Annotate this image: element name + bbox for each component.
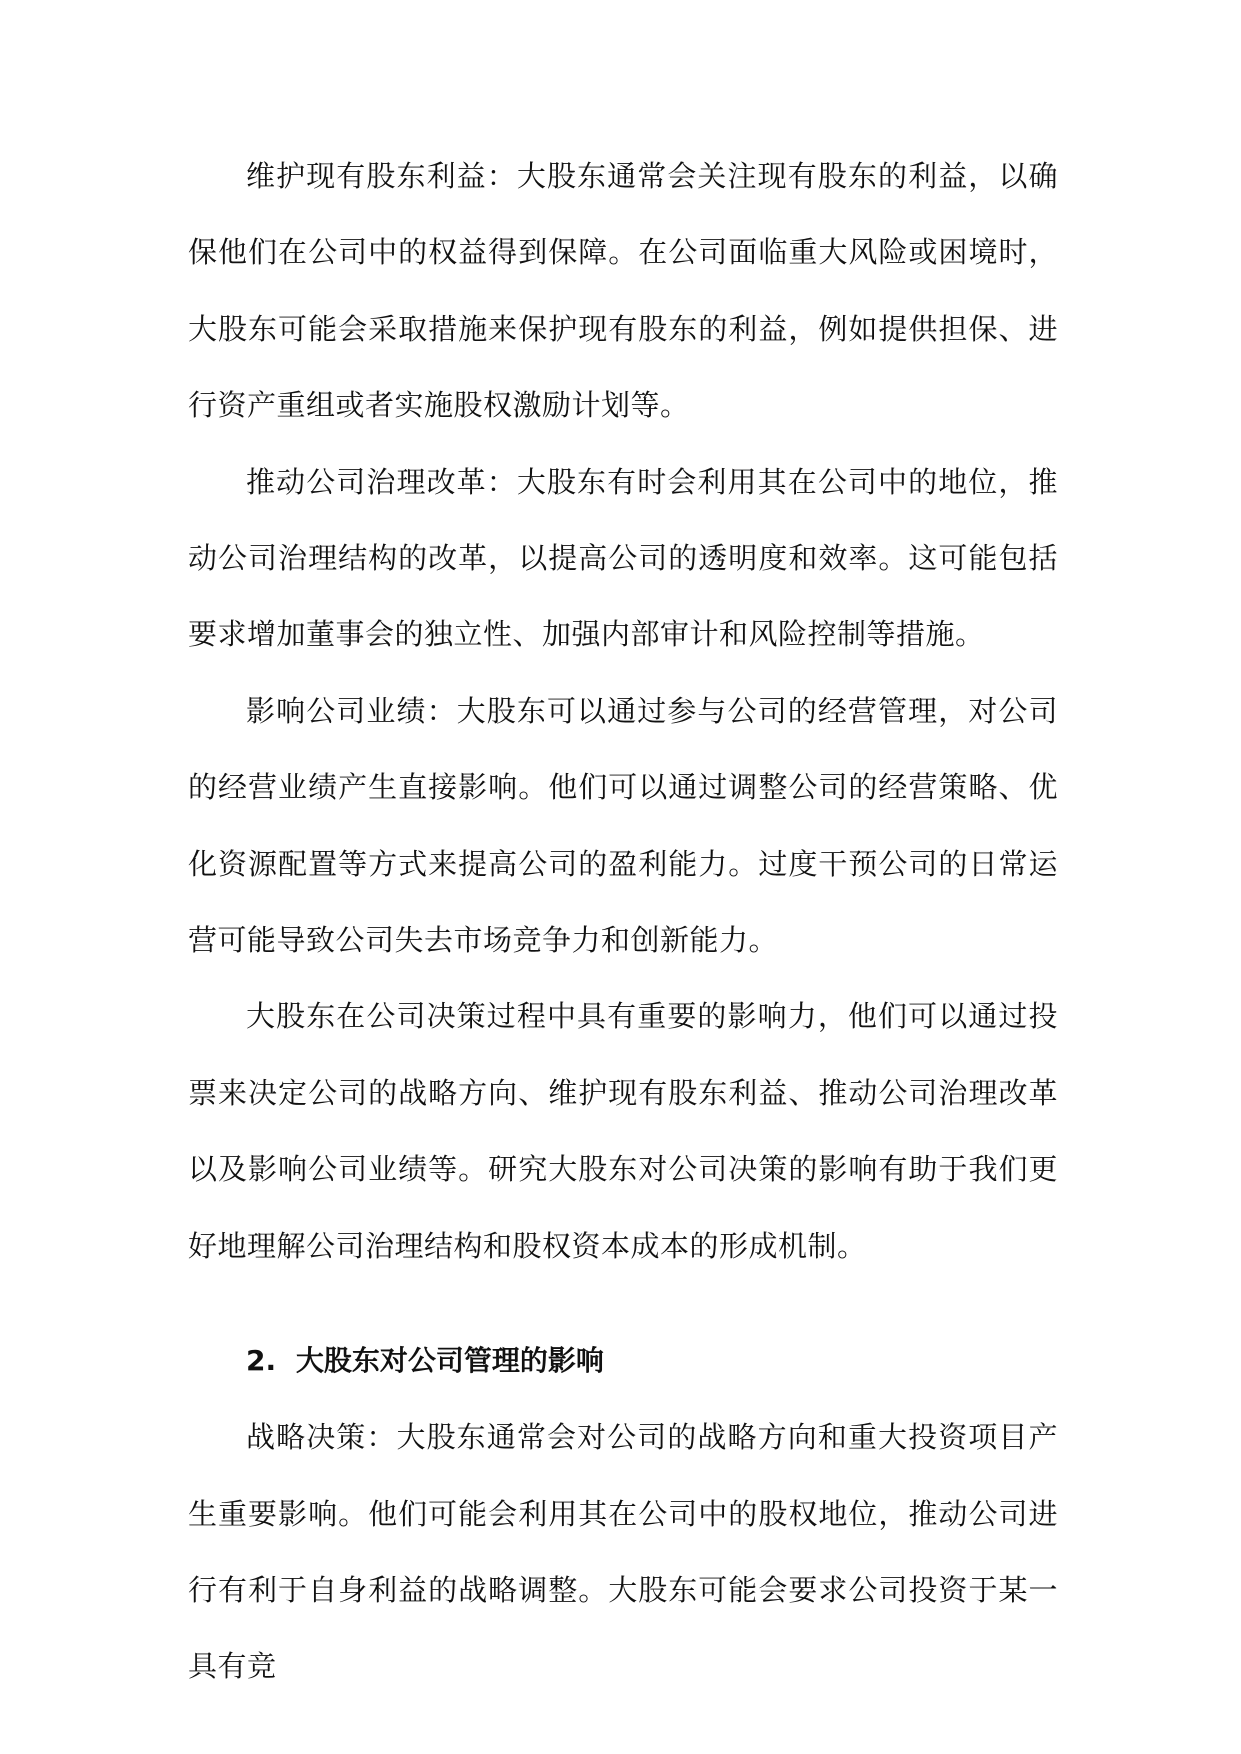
paragraph-protect-shareholders: 维护现有股东利益：大股东通常会关注现有股东的利益，以确保他们在公司中的权益得到保障。在公司面临重大风险或困境时，大股东可能会采取措施来保护现有股东的利益，例如提供担保、进行资产重组或者实施股权激励计划等。: [188, 159, 1058, 423]
paragraph-strategic-decision: 战略决策：大股东通常会对公司的战略方向和重大投资项目产生重要影响。他们可能会利用其在公司中的股权地位，推动公司进行有利于自身利益的战略调整。大股东可能会要求公司投资于某一具有竞: [188, 1420, 1058, 1684]
paragraph-company-performance: 影响公司业绩：大股东可以通过参与公司的经营管理，对公司的经营业绩产生直接影响。他们可以通过调整公司的经营策略、优化资源配置等方式来提高公司的盈利能力。过度干预公司的日常运营可能导致公司失去市场竞争力和创新能力。: [188, 693, 1058, 958]
section-heading: [188, 1323, 1058, 1399]
document-page: [188, 138, 1058, 1705]
paragraph-summary: 大股东在公司决策过程中具有重要的影响力，他们可以通过投票来决定公司的战略方向、维护现有股东利益、推动公司治理改革以及影响公司业绩等。研究大股东对公司决策的影响有助于我们更好地理解公司治理结构和股权资本成本的形成机制。: [188, 999, 1058, 1263]
section-title-text: 大股东对公司管理的影响: [295, 1344, 604, 1378]
section-number: 2.: [246, 1344, 277, 1378]
paragraph-governance-reform: 推动公司治理改革：大股东有时会利用其在公司中的地位，推动公司治理结构的改革，以提高公司的透明度和效率。这可能包括要求增加董事会的独立性、加强内部审计和风险控制等措施。: [188, 464, 1058, 652]
